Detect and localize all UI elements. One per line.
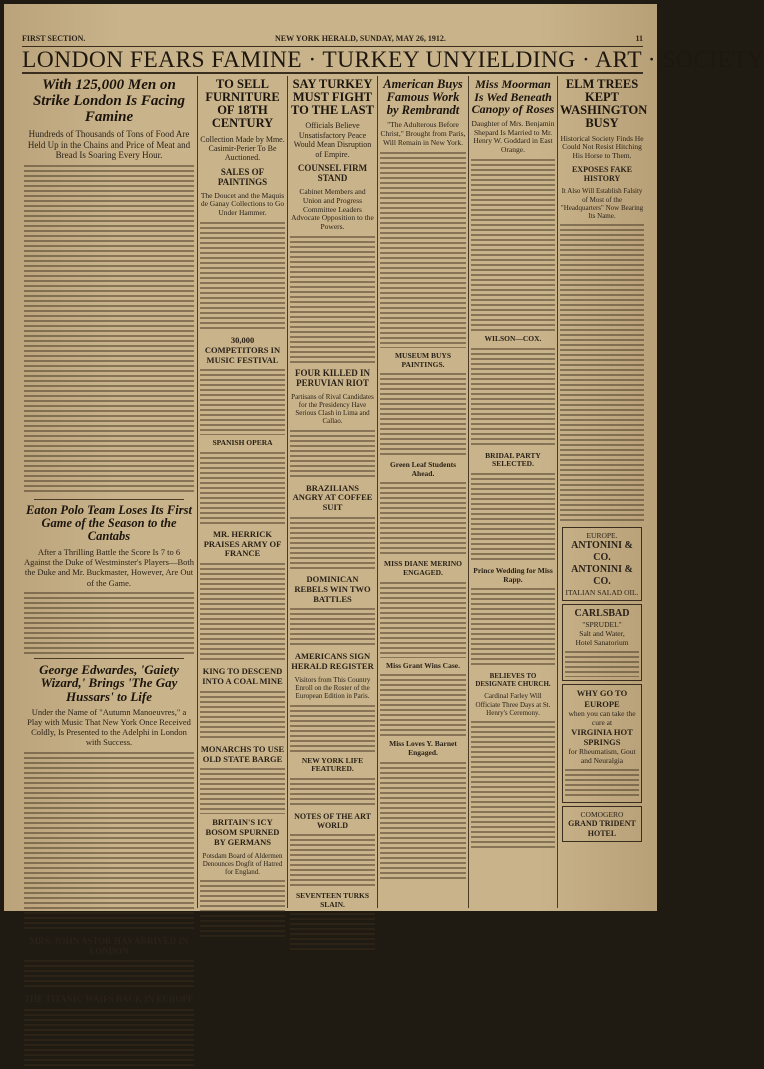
firm-stand-deck: Cabinet Members and Union and Progress Committee Leaders Advocate Opposition to the Powers. bbox=[291, 186, 374, 232]
polo-headline: Eaton Polo Team Loses Its First Game of the Season to the Cantabs bbox=[26, 503, 192, 544]
spanish-opera-subhead: SPANISH OPERA bbox=[212, 438, 273, 448]
art-world-headline: NOTES OF THE ART WORLD bbox=[294, 811, 371, 831]
elm-article-body bbox=[560, 224, 644, 524]
gaiety-article-body bbox=[24, 752, 194, 932]
column-rule bbox=[557, 76, 558, 908]
column-4 bbox=[380, 78, 466, 910]
grant-case-subhead: Miss Grant Wins Case. bbox=[386, 660, 460, 670]
coffee-article-body bbox=[290, 517, 375, 571]
divider bbox=[34, 499, 184, 500]
polo-deck: After a Thrilling Battle the Score Is 7 to 6 Against the Duke of Westminster's Players—Both the Duke and Mr. Buckmaster, However, Are Out of the Game. bbox=[24, 547, 194, 588]
ad-brand: ANTONINI & CO. bbox=[571, 564, 633, 588]
ad-region: EUROPE. bbox=[586, 531, 618, 541]
ad-headline: WHY GO TO EUROPE bbox=[576, 688, 628, 709]
column-1 bbox=[24, 77, 194, 1005]
herrick-article-body bbox=[200, 563, 285, 663]
herald-register-headline: AMERICANS SIGN HERALD REGISTER bbox=[291, 651, 374, 672]
rembrandt-article-body bbox=[380, 152, 466, 348]
music-festival-headline: 30,000 COMPETITORS IN MUSIC FESTIVAL bbox=[204, 335, 281, 365]
dateline: NEW YORK HERALD, SUNDAY, MAY 26, 1912. bbox=[275, 33, 446, 43]
ad-line: for Rheumatism, Gout and Neuralgia bbox=[568, 747, 636, 766]
peru-riot-deck: Partisans of Rival Candidates for the Presidency Have Serious Clash in Lima and Callao. bbox=[291, 392, 374, 426]
herrick-headline: MR. HERRICK PRAISES ARMY OF FRANCE bbox=[203, 528, 282, 559]
moorman-article-body bbox=[471, 159, 555, 331]
barnet-article-body bbox=[380, 762, 466, 882]
firm-stand-subhead: COUNSEL FIRM STAND bbox=[297, 163, 368, 184]
rapp-wedding-subhead: Prince Wedding for Miss Rapp. bbox=[473, 566, 553, 584]
ad-brand: GRAND TRIDENT HOTEL bbox=[568, 819, 636, 838]
elm-trees-deck: Historical Society Finds He Could Not Resist Hitching His Horse to Them. bbox=[560, 133, 644, 161]
turks-slain-subhead: SEVENTEEN TURKS SLAIN. bbox=[295, 891, 369, 909]
moorman-deck: Daughter of Mrs. Benjamin Shepard Is Married to Mr. Henry W. Goddard in East Orange. bbox=[471, 118, 555, 155]
antonini-advertisement bbox=[562, 527, 642, 601]
museum-buys-subhead: MUSEUM BUYS PAINTINGS. bbox=[394, 350, 452, 369]
hotel-advertisement bbox=[562, 806, 642, 842]
column-rule bbox=[287, 76, 288, 908]
column-5 bbox=[471, 78, 555, 910]
church-subhead: BELIEVES TO DESIGNATE CHURCH. bbox=[475, 672, 551, 689]
register-article-body bbox=[290, 705, 375, 753]
ad-fine-print bbox=[565, 769, 639, 799]
carlsbad-advertisement bbox=[562, 604, 642, 681]
gaiety-headline: George Edwardes, 'Gaiety Wizard,' Brings 'The Gay Hussars' to Life bbox=[39, 661, 179, 704]
dominican-article-body bbox=[290, 608, 375, 648]
furniture-deck: Collection Made by Mme. Casimir-Perier To Be Auctioned. bbox=[200, 134, 285, 163]
state-barge-headline: MONARCHS TO USE OLD STATE BARGE bbox=[200, 743, 285, 764]
strike-article-body bbox=[24, 165, 194, 495]
strike-deck: Hundreds of Thousands of Tons of Food Are Held Up in the Chains and Price of Meat and Bread Is Soaring Every Hour. bbox=[27, 129, 191, 161]
new-york-life-subhead: NEW YORK LIFE FEATURED. bbox=[301, 755, 364, 774]
barge-article-body bbox=[200, 768, 285, 814]
music-article-body bbox=[200, 369, 285, 435]
barnet-engaged-subhead: Miss Loves Y. Barnet Engaged. bbox=[389, 739, 457, 757]
turkey-deck: Officials Believe Unsatisfactory Peace Would Mean Disruption of Empire. bbox=[293, 121, 372, 159]
icy-bosom-headline: BRITAIN'S ICY BOSOM SPURNED BY GERMANS bbox=[205, 817, 280, 847]
ad-product: ITALIAN SALAD OIL. bbox=[565, 588, 639, 598]
diane-merino-subhead: MISS DIANE MERINO ENGAGED. bbox=[384, 559, 462, 578]
titanic-article-body bbox=[24, 1009, 194, 1069]
coal-mine-headline: KING TO DESCEND INTO A COAL MINE bbox=[202, 666, 283, 687]
column-3 bbox=[290, 78, 375, 910]
furniture-headline: TO SELL FURNITURE OF 18TH CENTURY bbox=[205, 77, 280, 131]
paintings-deck: The Doucet and the Maquis de Ganay Collections to Go Under Hammer. bbox=[200, 190, 285, 218]
ad-brand: VIRGINIA HOT SPRINGS bbox=[571, 726, 633, 747]
merino-article-body bbox=[380, 582, 466, 658]
icy-bosom-deck: Potsdam Board of Aldermen Denounces Dogfit of Hatred for England. bbox=[202, 851, 283, 877]
opera-article-body bbox=[200, 452, 285, 526]
ad-product: "SPRUDEL" bbox=[582, 620, 622, 630]
ad-fine-print bbox=[565, 651, 639, 677]
farley-deck: Cardinal Farley Will Officiate Three Days at St. Henry's Ceremony. bbox=[475, 692, 551, 717]
section-label: FIRST SECTION. bbox=[22, 33, 86, 43]
turkey-headline: SAY TURKEY MUST FIGHT TO THE LAST bbox=[291, 77, 374, 118]
coal-mine-article-body bbox=[200, 691, 285, 741]
column-6 bbox=[560, 77, 648, 910]
ad-location: COMOGERO bbox=[580, 810, 624, 820]
coffee-suit-headline: BRAZILIANS ANGRY AT COFFEE SUIT bbox=[292, 482, 373, 513]
ad-line: Salt and Water, bbox=[579, 629, 625, 639]
peru-riot-headline: FOUR KILLED IN PERUVIAN RIOT bbox=[294, 368, 370, 389]
gaiety-deck: Under the Name of "Autumn Manoeuvres," a Play with Music That New York Once Received Coldly, Is Presented to the Adelphi in London with Success. bbox=[27, 707, 191, 748]
church-article-body bbox=[471, 721, 555, 851]
rapp-article-body bbox=[471, 588, 555, 668]
paintings-subhead: SALES OF PAINTINGS bbox=[217, 166, 268, 188]
ad-brand: CARLSBAD bbox=[574, 608, 630, 620]
turkey-article-body bbox=[290, 236, 375, 364]
ad-line: Hotel Sanatorium bbox=[575, 638, 629, 648]
bridal-article-body bbox=[471, 473, 555, 563]
furniture-article-body bbox=[200, 222, 285, 332]
students-subhead: Green Leaf Students Ahead. bbox=[389, 460, 457, 478]
ad-line: when you can take the cure at bbox=[568, 708, 636, 727]
dominican-headline: DOMINICAN REBELS WIN TWO BATTLES bbox=[294, 574, 371, 604]
fake-history-deck: It Also Will Establish Falsity of Most of the "Headquarters" Now Bearing Its Name. bbox=[560, 187, 644, 221]
strike-headline: With 125,000 Men on Strike London Is Facing Famine bbox=[32, 77, 186, 125]
rembrandt-headline: American Buys Famous Work by Rembrandt bbox=[383, 77, 463, 118]
fake-history-subhead: EXPOSES FAKE HISTORY bbox=[571, 165, 633, 184]
titanic-headline: THE TITANIC WAIFS BACK IN EUROPE bbox=[24, 994, 194, 1005]
ad-brand: ANTONINI & CO. bbox=[571, 540, 633, 564]
polo-article-body bbox=[24, 592, 194, 654]
art-article-body bbox=[290, 834, 375, 888]
column-rule bbox=[377, 76, 378, 908]
peru-article-body bbox=[290, 430, 375, 480]
life-article-body bbox=[290, 778, 375, 808]
page-banner: LONDON FEARS FAMINE · TURKEY UNYIELDING · ART · SOCIETY bbox=[22, 47, 764, 73]
column-2 bbox=[200, 78, 285, 910]
museum-article-body bbox=[380, 373, 466, 457]
page-folio bbox=[22, 31, 643, 45]
astor-article-body bbox=[24, 960, 194, 990]
divider bbox=[34, 658, 184, 659]
icy-bosom-article-body bbox=[200, 880, 285, 940]
bridal-party-subhead: BRIDAL PARTY SELECTED. bbox=[485, 450, 541, 469]
page-number: 11 bbox=[635, 33, 643, 43]
herald-register-deck: Visitors from This Country Enroll on the Roster of the European Edition in Paris. bbox=[294, 675, 371, 701]
elm-trees-headline: ELM TREES KEPT WASHINGTON BUSY bbox=[560, 77, 648, 131]
rembrandt-deck: "The Adulterous Before Christ," Brought from Paris, Will Remain in New York. bbox=[380, 120, 466, 148]
column-rule bbox=[468, 76, 469, 908]
students-article-body bbox=[380, 482, 466, 556]
astor-headline: MRS. JOHN ASTOR HAS ARRIVED IN LONDON bbox=[29, 935, 189, 956]
virginia-hot-springs-advertisement bbox=[562, 684, 642, 803]
newspaper-page bbox=[4, 4, 764, 1005]
moorman-headline: Miss Moorman Is Wed Beneath Canopy of Roses bbox=[471, 77, 555, 117]
turks-article-body bbox=[290, 913, 375, 953]
grant-article-body bbox=[380, 674, 466, 736]
wilson-article-body bbox=[471, 348, 555, 448]
column-rule bbox=[197, 76, 198, 908]
wilson-cox-subhead: WILSON—COX. bbox=[484, 334, 542, 344]
